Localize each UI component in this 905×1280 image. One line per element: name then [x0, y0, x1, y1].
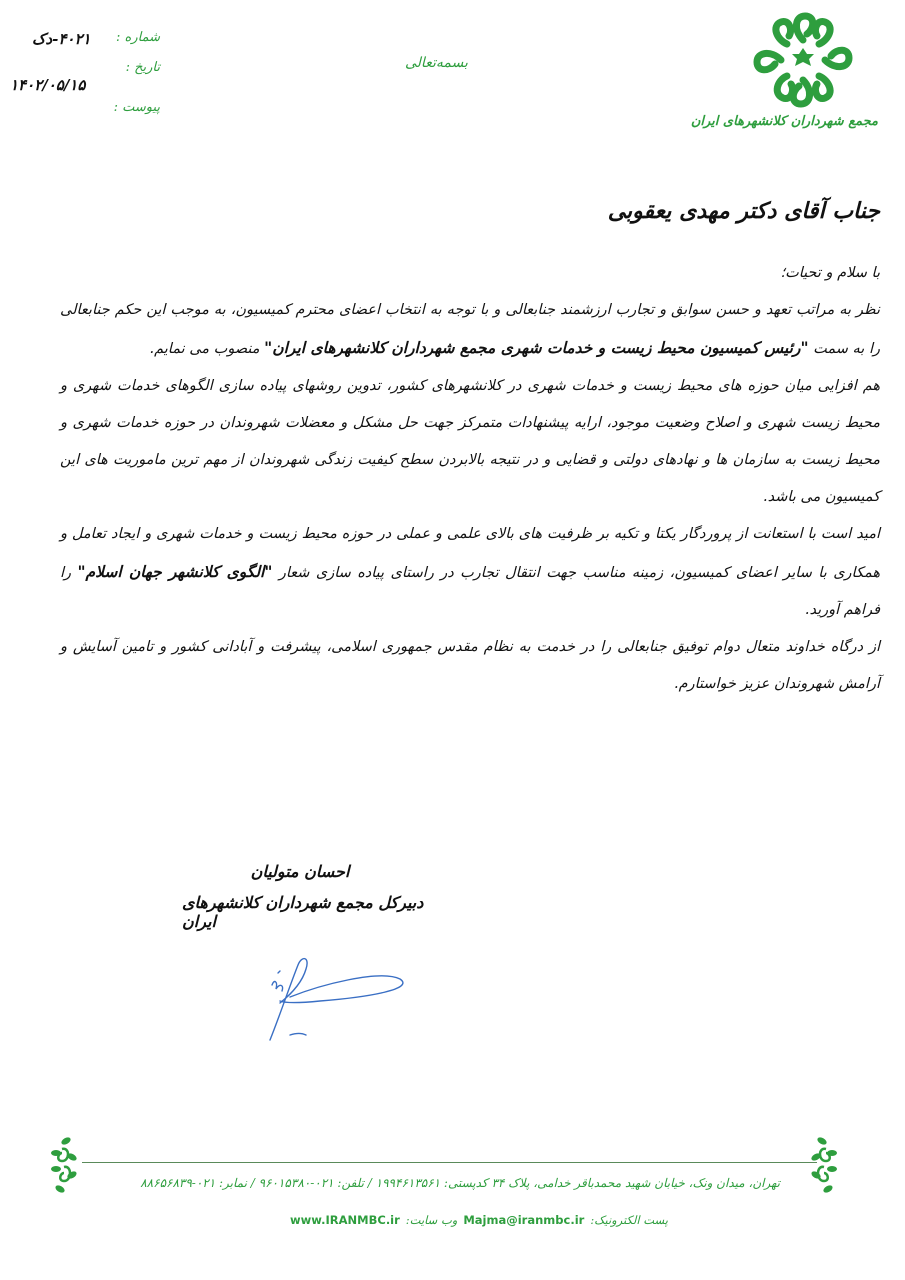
appointment-title: "رئیس کمیسیون محیط زیست و خدمات شهری مجمع شهرداران کلانشهرهای ایران"	[264, 338, 809, 357]
slogan: "الگوی کلانشهر جهان اسلام"	[77, 562, 273, 581]
website-label: وب سایت:	[405, 1213, 458, 1227]
paragraph-text: امید است با استعانت از پروردگار یکتا و تکیه بر ظرفیت های بالای علمی و عملی در حوزه محیط زیست و خدمات شهری و ایجاد تعامل و همکاری با سایر اعضای کمیسیون، زمینه مناسب جهت انتقال تجارب در راستای پیاده سازی شعار	[60, 526, 880, 581]
footer-divider	[82, 1162, 817, 1163]
organization-logo	[690, 10, 878, 140]
letter-body	[60, 255, 880, 703]
date-value: ۱۴۰۲/۰۵/۱۵	[10, 76, 86, 94]
basmala-heading: بسمه‌تعالی	[405, 55, 468, 71]
letter-meta	[10, 30, 160, 130]
footer-contact	[290, 1213, 674, 1227]
email-label: پست الکترونیک:	[590, 1213, 668, 1227]
recipient-line: جناب آقای دکتر مهدی یعقوبی	[607, 198, 880, 224]
footer-address: تهران، میدان ونک، خیابان شهید محمدباقر خدامی، پلاک ۳۴ کدپستی: ۱۹۹۴۶۱۳۵۶۱ / تلفن: ۰۲۱-۹۶۰۱۵۳۸۰ / نمابر: ۰۲۱-۸۸۶۵۶۸۳۹	[140, 1176, 780, 1190]
email-link[interactable]: Majma@iranmbc.ir	[463, 1213, 585, 1227]
paragraph	[60, 368, 880, 516]
date-label: تاریخ :	[125, 60, 160, 75]
footer-leaf-ornament-icon	[808, 1135, 840, 1195]
handwritten-signature-icon	[250, 955, 410, 1045]
number-value: ۴۰۲۱-دک	[32, 30, 91, 48]
greeting: با سلام و تحیات؛	[780, 265, 880, 281]
paragraph	[60, 629, 880, 703]
paragraph	[60, 292, 880, 368]
paragraph-text: را فراهم آورید.	[60, 565, 880, 618]
paragraph	[60, 516, 880, 629]
paragraph-text: نظر به مراتب تعهد و حسن سوابق و تجارب ارزشمند جنابعالی و با توجه به انتخاب اعضای محترم کمیسیون، به موجب این حکم جنابعالی را به سمت	[60, 302, 880, 357]
number-label: شماره :	[116, 30, 160, 45]
signer-name: احسان متولیان	[250, 862, 350, 881]
logo-caption: مجمع شهرداران کلانشهرهای ایران	[690, 114, 878, 129]
website-link[interactable]: www.IRANMBC.ir	[290, 1213, 400, 1227]
paragraph-text: منصوب می نمایم.	[149, 341, 265, 357]
signer-title: دبیرکل مجمع شهرداران کلانشهرهای ایران	[182, 893, 424, 931]
meta-number	[10, 30, 160, 60]
footer-leaf-ornament-icon	[48, 1135, 80, 1195]
attachment-label: پیوست :	[113, 100, 160, 115]
signature-block	[170, 862, 430, 931]
rosette-logo-icon	[743, 10, 863, 110]
paragraph-text: از درگاه خداوند متعال دوام توفیق جنابعالی را در خدمت به نظام مقدس جمهوری اسلامی، پیشرفت و آبادانی کشور و تامین آسایش و آرامش شهروندان عزیز خواستارم.	[60, 639, 880, 692]
meta-attachment	[10, 100, 160, 130]
paragraph-text: هم افزایی میان حوزه های محیط زیست و خدمات شهری در کلانشهرهای کشور، تدوین روشهای پیاده سازی الگوهای خدمات شهری و محیط زیست شهری و اصلاح وضعیت موجود، ارایه پیشنهادات متمرکز جهت حل مشکل و معضلات شهروندان در حوزه خدمات شهری و محیط زیست به سازمان ها و نهادهای دولتی و قضایی و در نتیجه بالابردن سطح کیفیت زندگی شهروندان از مهم ترین ماموریت های این کمیسیون می باشد.	[60, 378, 880, 505]
